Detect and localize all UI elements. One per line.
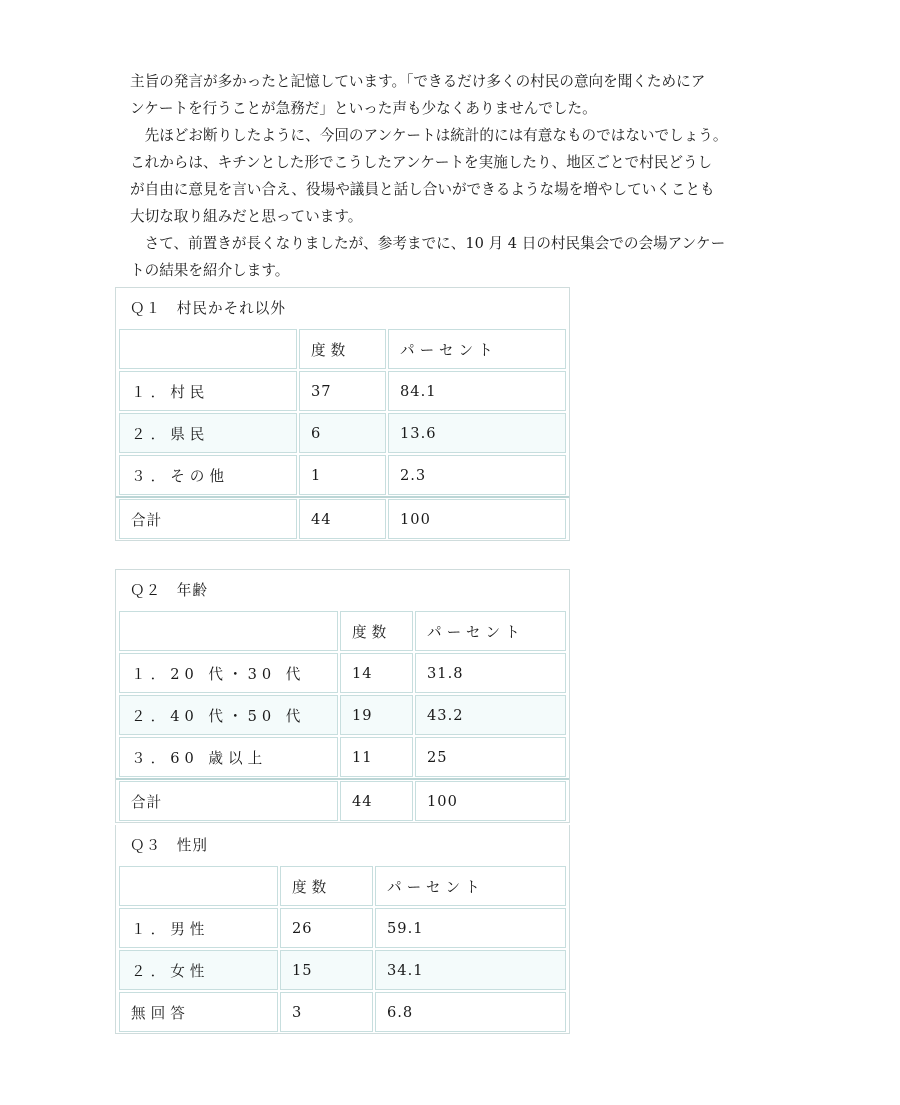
table-q3 xyxy=(115,825,570,1034)
header-cell-empty xyxy=(119,329,297,369)
row-percent: 34.1 xyxy=(375,950,566,990)
table-row xyxy=(116,694,569,736)
table-q1 xyxy=(115,287,570,541)
table-row xyxy=(116,991,569,1033)
row-count: 37 xyxy=(299,371,386,411)
row-label: 合計 xyxy=(119,781,338,821)
paragraph-2 xyxy=(130,122,780,230)
row-percent: 6.8 xyxy=(375,992,566,1032)
row-label: ３．その他 xyxy=(119,455,297,495)
table-header-row xyxy=(116,865,569,907)
table-row xyxy=(116,652,569,694)
table-q2 xyxy=(115,569,570,823)
row-label: ３．60 歳以上 xyxy=(119,737,338,777)
row-percent: 25 xyxy=(415,737,566,777)
row-percent: 100 xyxy=(415,781,566,821)
row-count: 26 xyxy=(280,908,373,948)
paragraph-line: さて、前置きが長くなりましたが、参考までに、10 月 4 日の村民集会での会場アンケー xyxy=(130,235,726,252)
header-cell-count: 度数 xyxy=(340,611,413,651)
table-row xyxy=(116,949,569,991)
paragraph-3 xyxy=(130,230,780,284)
row-percent: 31.8 xyxy=(415,653,566,693)
table-header-row xyxy=(116,610,569,652)
row-percent: 13.6 xyxy=(388,413,566,453)
header-cell-percent: パーセント xyxy=(375,866,566,906)
table-title: Ｑ１ 村民かそれ以外 xyxy=(130,300,286,317)
row-count: 1 xyxy=(299,455,386,495)
paragraph-1 xyxy=(130,68,780,122)
table-header-row xyxy=(116,328,569,370)
table-title: Ｑ２ 年齢 xyxy=(130,582,208,599)
table-row xyxy=(116,454,569,496)
row-label: ２．40 代・50 代 xyxy=(119,695,338,735)
row-count: 15 xyxy=(280,950,373,990)
row-count: 19 xyxy=(340,695,413,735)
header-cell-percent: パーセント xyxy=(415,611,566,651)
paragraph-line: トの結果を紹介します。 xyxy=(130,262,290,279)
row-count: 44 xyxy=(299,499,386,539)
row-percent: 2.3 xyxy=(388,455,566,495)
row-label: １．20 代・30 代 xyxy=(119,653,338,693)
header-cell-empty xyxy=(119,866,278,906)
row-label: 無回答 xyxy=(119,992,278,1032)
paragraph-line: ンケートを行うことが急務だ」といった声も少なくありませんでした。 xyxy=(130,100,597,117)
header-cell-empty xyxy=(119,611,338,651)
row-count: 44 xyxy=(340,781,413,821)
table-title: Ｑ３ 性別 xyxy=(130,837,208,854)
row-count: 3 xyxy=(280,992,373,1032)
row-label: 合計 xyxy=(119,499,297,539)
paragraph-line: 大切な取り組みだと思っています。 xyxy=(130,208,363,225)
table-row xyxy=(116,370,569,412)
row-percent: 100 xyxy=(388,499,566,539)
header-cell-percent: パーセント xyxy=(388,329,566,369)
row-percent: 84.1 xyxy=(388,371,566,411)
row-label: １．村民 xyxy=(119,371,297,411)
row-label: ２．県民 xyxy=(119,413,297,453)
header-cell-count: 度数 xyxy=(299,329,386,369)
row-count: 14 xyxy=(340,653,413,693)
table-row xyxy=(116,412,569,454)
paragraph-line: 主旨の発言が多かったと記憶しています。「できるだけ多くの村民の意向を聞くためにア xyxy=(130,73,706,90)
header-cell-count: 度数 xyxy=(280,866,373,906)
row-count: 11 xyxy=(340,737,413,777)
table-row xyxy=(116,736,569,778)
paragraph-line: これからは、キチンとした形でこうしたアンケートを実施したり、地区ごとで村民どうし xyxy=(130,154,713,171)
paragraph-line: が自由に意見を言い合え、役場や議員と話し合いができるような場を増やしていくことも xyxy=(130,181,715,198)
table-total-row xyxy=(116,778,569,822)
row-percent: 43.2 xyxy=(415,695,566,735)
row-label: １．男性 xyxy=(119,908,278,948)
row-count: 6 xyxy=(299,413,386,453)
row-percent: 59.1 xyxy=(375,908,566,948)
row-label: ２．女性 xyxy=(119,950,278,990)
paragraph-line: 先ほどお断りしたように、今回のアンケートは統計的には有意なものではないでしょう。 xyxy=(130,127,728,144)
table-row xyxy=(116,907,569,949)
table-total-row xyxy=(116,496,569,540)
